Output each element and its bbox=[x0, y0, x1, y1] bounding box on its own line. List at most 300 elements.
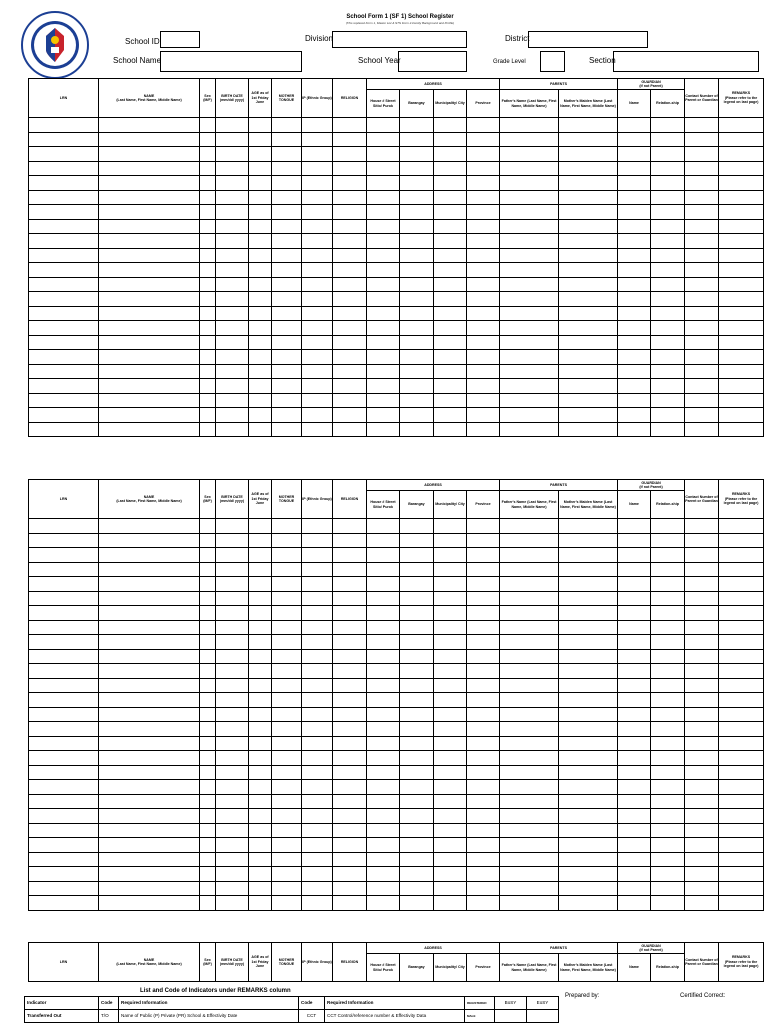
table-cell[interactable] bbox=[651, 422, 685, 437]
table-cell[interactable] bbox=[651, 823, 685, 838]
table-cell[interactable] bbox=[400, 838, 434, 853]
table-cell[interactable] bbox=[719, 736, 764, 751]
table-cell[interactable] bbox=[29, 635, 99, 650]
table-cell[interactable] bbox=[618, 606, 651, 621]
table-cell[interactable] bbox=[200, 722, 216, 737]
table-cell[interactable] bbox=[719, 422, 764, 437]
table-cell[interactable] bbox=[249, 577, 272, 592]
table-cell[interactable] bbox=[719, 867, 764, 882]
table-cell[interactable] bbox=[216, 118, 249, 133]
table-cell[interactable] bbox=[467, 591, 500, 606]
table-cell[interactable] bbox=[249, 635, 272, 650]
table-cell[interactable] bbox=[302, 765, 333, 780]
table-cell[interactable] bbox=[400, 707, 434, 722]
table-cell[interactable] bbox=[272, 190, 302, 205]
table-cell[interactable] bbox=[719, 809, 764, 824]
table-cell[interactable] bbox=[434, 132, 467, 147]
table-cell[interactable] bbox=[719, 147, 764, 162]
table-cell[interactable] bbox=[333, 780, 367, 795]
table-cell[interactable] bbox=[216, 248, 249, 263]
table-cell[interactable] bbox=[719, 577, 764, 592]
table-cell[interactable] bbox=[719, 620, 764, 635]
table-cell[interactable] bbox=[434, 263, 467, 278]
table-cell[interactable] bbox=[302, 118, 333, 133]
table-cell[interactable] bbox=[29, 364, 99, 379]
table-cell[interactable] bbox=[302, 132, 333, 147]
table-cell[interactable] bbox=[216, 379, 249, 394]
table-cell[interactable] bbox=[719, 533, 764, 548]
table-cell[interactable] bbox=[618, 693, 651, 708]
table-cell[interactable] bbox=[29, 867, 99, 882]
table-cell[interactable] bbox=[249, 118, 272, 133]
table-cell[interactable] bbox=[99, 649, 200, 664]
table-cell[interactable] bbox=[651, 379, 685, 394]
table-cell[interactable] bbox=[99, 751, 200, 766]
table-cell[interactable] bbox=[434, 147, 467, 162]
table-cell[interactable] bbox=[99, 794, 200, 809]
table-cell[interactable] bbox=[400, 664, 434, 679]
table-cell[interactable] bbox=[272, 292, 302, 307]
table-cell[interactable] bbox=[559, 519, 618, 534]
table-cell[interactable] bbox=[719, 635, 764, 650]
table-cell[interactable] bbox=[272, 277, 302, 292]
table-cell[interactable] bbox=[249, 393, 272, 408]
table-cell[interactable] bbox=[216, 190, 249, 205]
table-cell[interactable] bbox=[559, 132, 618, 147]
table-cell[interactable] bbox=[333, 306, 367, 321]
table-cell[interactable] bbox=[500, 147, 559, 162]
table-cell[interactable] bbox=[216, 881, 249, 896]
table-cell[interactable] bbox=[200, 664, 216, 679]
table-cell[interactable] bbox=[333, 379, 367, 394]
table-cell[interactable] bbox=[719, 838, 764, 853]
table-cell[interactable] bbox=[685, 809, 719, 824]
table-cell[interactable] bbox=[434, 780, 467, 795]
table-cell[interactable] bbox=[685, 519, 719, 534]
table-cell[interactable] bbox=[367, 823, 400, 838]
table-cell[interactable] bbox=[434, 678, 467, 693]
table-cell[interactable] bbox=[29, 620, 99, 635]
table-cell[interactable] bbox=[333, 577, 367, 592]
table-cell[interactable] bbox=[434, 896, 467, 911]
table-cell[interactable] bbox=[367, 896, 400, 911]
table-cell[interactable] bbox=[500, 263, 559, 278]
table-cell[interactable] bbox=[216, 794, 249, 809]
table-cell[interactable] bbox=[467, 393, 500, 408]
table-cell[interactable] bbox=[99, 190, 200, 205]
table-cell[interactable] bbox=[618, 161, 651, 176]
table-cell[interactable] bbox=[333, 649, 367, 664]
table-cell[interactable] bbox=[200, 292, 216, 307]
table-cell[interactable] bbox=[272, 736, 302, 751]
table-cell[interactable] bbox=[99, 519, 200, 534]
table-cell[interactable] bbox=[719, 248, 764, 263]
table-cell[interactable] bbox=[200, 306, 216, 321]
table-cell[interactable] bbox=[434, 881, 467, 896]
table-cell[interactable] bbox=[400, 132, 434, 147]
table-cell[interactable] bbox=[302, 606, 333, 621]
table-cell[interactable] bbox=[29, 234, 99, 249]
table-cell[interactable] bbox=[559, 277, 618, 292]
table-cell[interactable] bbox=[400, 765, 434, 780]
table-cell[interactable] bbox=[685, 606, 719, 621]
table-cell[interactable] bbox=[200, 635, 216, 650]
table-cell[interactable] bbox=[302, 147, 333, 162]
table-cell[interactable] bbox=[559, 234, 618, 249]
table-cell[interactable] bbox=[559, 263, 618, 278]
table-cell[interactable] bbox=[216, 263, 249, 278]
table-cell[interactable] bbox=[99, 422, 200, 437]
table-cell[interactable] bbox=[249, 263, 272, 278]
table-cell[interactable] bbox=[29, 321, 99, 336]
table-cell[interactable] bbox=[685, 219, 719, 234]
table-cell[interactable] bbox=[618, 751, 651, 766]
table-cell[interactable] bbox=[200, 591, 216, 606]
table-cell[interactable] bbox=[500, 306, 559, 321]
grade-level-field[interactable] bbox=[540, 51, 565, 72]
table-cell[interactable] bbox=[200, 751, 216, 766]
table-cell[interactable] bbox=[216, 408, 249, 423]
table-cell[interactable] bbox=[302, 548, 333, 563]
table-cell[interactable] bbox=[272, 205, 302, 220]
table-cell[interactable] bbox=[333, 751, 367, 766]
table-cell[interactable] bbox=[559, 794, 618, 809]
table-cell[interactable] bbox=[559, 205, 618, 220]
table-cell[interactable] bbox=[367, 393, 400, 408]
table-cell[interactable] bbox=[272, 867, 302, 882]
table-cell[interactable] bbox=[99, 809, 200, 824]
table-cell[interactable] bbox=[302, 533, 333, 548]
table-cell[interactable] bbox=[500, 823, 559, 838]
table-cell[interactable] bbox=[467, 533, 500, 548]
table-cell[interactable] bbox=[333, 809, 367, 824]
table-cell[interactable] bbox=[467, 364, 500, 379]
table-cell[interactable] bbox=[333, 350, 367, 365]
table-cell[interactable] bbox=[249, 722, 272, 737]
table-cell[interactable] bbox=[99, 147, 200, 162]
table-cell[interactable] bbox=[467, 649, 500, 664]
table-cell[interactable] bbox=[367, 408, 400, 423]
table-cell[interactable] bbox=[272, 620, 302, 635]
table-cell[interactable] bbox=[302, 664, 333, 679]
table-cell[interactable] bbox=[29, 852, 99, 867]
table-cell[interactable] bbox=[467, 722, 500, 737]
table-cell[interactable] bbox=[272, 147, 302, 162]
table-cell[interactable] bbox=[367, 277, 400, 292]
table-cell[interactable] bbox=[216, 306, 249, 321]
table-cell[interactable] bbox=[29, 823, 99, 838]
table-cell[interactable] bbox=[685, 635, 719, 650]
table-cell[interactable] bbox=[685, 722, 719, 737]
table-cell[interactable] bbox=[200, 867, 216, 882]
table-cell[interactable] bbox=[249, 147, 272, 162]
table-cell[interactable] bbox=[302, 350, 333, 365]
section-field[interactable] bbox=[613, 51, 759, 72]
table-cell[interactable] bbox=[618, 277, 651, 292]
table-cell[interactable] bbox=[302, 306, 333, 321]
table-cell[interactable] bbox=[272, 823, 302, 838]
table-cell[interactable] bbox=[651, 881, 685, 896]
table-cell[interactable] bbox=[434, 722, 467, 737]
district-field[interactable] bbox=[528, 31, 648, 48]
table-cell[interactable] bbox=[367, 577, 400, 592]
table-cell[interactable] bbox=[29, 678, 99, 693]
table-cell[interactable] bbox=[559, 649, 618, 664]
table-cell[interactable] bbox=[400, 722, 434, 737]
table-cell[interactable] bbox=[216, 277, 249, 292]
table-cell[interactable] bbox=[302, 176, 333, 191]
table-cell[interactable] bbox=[618, 118, 651, 133]
table-cell[interactable] bbox=[434, 408, 467, 423]
table-cell[interactable] bbox=[719, 780, 764, 795]
table-cell[interactable] bbox=[200, 147, 216, 162]
table-cell[interactable] bbox=[333, 147, 367, 162]
table-cell[interactable] bbox=[99, 765, 200, 780]
table-cell[interactable] bbox=[618, 335, 651, 350]
table-cell[interactable] bbox=[467, 736, 500, 751]
table-cell[interactable] bbox=[719, 519, 764, 534]
legend-male-bosy-cell[interactable] bbox=[495, 1010, 527, 1023]
table-cell[interactable] bbox=[216, 780, 249, 795]
table-cell[interactable] bbox=[333, 422, 367, 437]
table-cell[interactable] bbox=[467, 809, 500, 824]
table-cell[interactable] bbox=[618, 635, 651, 650]
table-cell[interactable] bbox=[434, 161, 467, 176]
table-cell[interactable] bbox=[500, 422, 559, 437]
table-cell[interactable] bbox=[367, 292, 400, 307]
table-cell[interactable] bbox=[367, 722, 400, 737]
table-cell[interactable] bbox=[249, 190, 272, 205]
table-cell[interactable] bbox=[719, 234, 764, 249]
table-cell[interactable] bbox=[500, 693, 559, 708]
table-cell[interactable] bbox=[333, 161, 367, 176]
table-cell[interactable] bbox=[434, 707, 467, 722]
table-cell[interactable] bbox=[29, 147, 99, 162]
table-cell[interactable] bbox=[559, 751, 618, 766]
table-cell[interactable] bbox=[719, 606, 764, 621]
table-cell[interactable] bbox=[99, 205, 200, 220]
table-cell[interactable] bbox=[367, 306, 400, 321]
table-cell[interactable] bbox=[400, 736, 434, 751]
table-cell[interactable] bbox=[200, 176, 216, 191]
table-cell[interactable] bbox=[618, 823, 651, 838]
table-cell[interactable] bbox=[651, 176, 685, 191]
table-cell[interactable] bbox=[272, 519, 302, 534]
table-cell[interactable] bbox=[651, 277, 685, 292]
table-cell[interactable] bbox=[400, 577, 434, 592]
table-cell[interactable] bbox=[367, 664, 400, 679]
table-cell[interactable] bbox=[200, 118, 216, 133]
table-cell[interactable] bbox=[367, 234, 400, 249]
table-cell[interactable] bbox=[367, 852, 400, 867]
table-cell[interactable] bbox=[29, 533, 99, 548]
table-cell[interactable] bbox=[719, 176, 764, 191]
table-cell[interactable] bbox=[500, 591, 559, 606]
table-cell[interactable] bbox=[559, 219, 618, 234]
table-cell[interactable] bbox=[302, 852, 333, 867]
table-cell[interactable] bbox=[200, 350, 216, 365]
table-cell[interactable] bbox=[333, 263, 367, 278]
table-cell[interactable] bbox=[685, 263, 719, 278]
table-cell[interactable] bbox=[200, 562, 216, 577]
table-cell[interactable] bbox=[400, 422, 434, 437]
table-cell[interactable] bbox=[467, 577, 500, 592]
table-cell[interactable] bbox=[249, 780, 272, 795]
table-cell[interactable] bbox=[719, 794, 764, 809]
table-cell[interactable] bbox=[719, 751, 764, 766]
table-cell[interactable] bbox=[29, 176, 99, 191]
table-cell[interactable] bbox=[200, 780, 216, 795]
table-cell[interactable] bbox=[29, 664, 99, 679]
table-cell[interactable] bbox=[302, 838, 333, 853]
table-cell[interactable] bbox=[651, 591, 685, 606]
table-cell[interactable] bbox=[333, 722, 367, 737]
table-cell[interactable] bbox=[367, 548, 400, 563]
table-cell[interactable] bbox=[618, 263, 651, 278]
table-cell[interactable] bbox=[500, 132, 559, 147]
table-cell[interactable] bbox=[333, 219, 367, 234]
table-cell[interactable] bbox=[272, 548, 302, 563]
table-cell[interactable] bbox=[434, 606, 467, 621]
table-cell[interactable] bbox=[651, 736, 685, 751]
table-cell[interactable] bbox=[400, 292, 434, 307]
table-cell[interactable] bbox=[216, 219, 249, 234]
table-cell[interactable] bbox=[216, 722, 249, 737]
table-cell[interactable] bbox=[216, 205, 249, 220]
table-cell[interactable] bbox=[249, 205, 272, 220]
table-cell[interactable] bbox=[651, 852, 685, 867]
table-cell[interactable] bbox=[200, 852, 216, 867]
table-cell[interactable] bbox=[434, 736, 467, 751]
table-cell[interactable] bbox=[272, 678, 302, 693]
table-cell[interactable] bbox=[216, 292, 249, 307]
table-cell[interactable] bbox=[500, 190, 559, 205]
table-cell[interactable] bbox=[500, 606, 559, 621]
table-cell[interactable] bbox=[685, 533, 719, 548]
table-cell[interactable] bbox=[500, 161, 559, 176]
table-cell[interactable] bbox=[333, 364, 367, 379]
table-cell[interactable] bbox=[367, 533, 400, 548]
table-cell[interactable] bbox=[272, 118, 302, 133]
table-cell[interactable] bbox=[685, 852, 719, 867]
table-cell[interactable] bbox=[719, 335, 764, 350]
table-cell[interactable] bbox=[200, 707, 216, 722]
table-cell[interactable] bbox=[434, 234, 467, 249]
table-cell[interactable] bbox=[685, 780, 719, 795]
table-cell[interactable] bbox=[200, 190, 216, 205]
table-cell[interactable] bbox=[559, 809, 618, 824]
table-cell[interactable] bbox=[367, 147, 400, 162]
table-cell[interactable] bbox=[200, 809, 216, 824]
table-cell[interactable] bbox=[272, 364, 302, 379]
table-cell[interactable] bbox=[719, 364, 764, 379]
table-cell[interactable] bbox=[467, 678, 500, 693]
table-cell[interactable] bbox=[333, 606, 367, 621]
table-cell[interactable] bbox=[99, 736, 200, 751]
table-cell[interactable] bbox=[618, 176, 651, 191]
table-cell[interactable] bbox=[651, 118, 685, 133]
table-cell[interactable] bbox=[29, 548, 99, 563]
table-cell[interactable] bbox=[618, 306, 651, 321]
table-cell[interactable] bbox=[651, 147, 685, 162]
table-cell[interactable] bbox=[434, 765, 467, 780]
table-cell[interactable] bbox=[500, 234, 559, 249]
table-cell[interactable] bbox=[249, 838, 272, 853]
table-cell[interactable] bbox=[618, 548, 651, 563]
table-cell[interactable] bbox=[29, 577, 99, 592]
table-cell[interactable] bbox=[434, 867, 467, 882]
table-cell[interactable] bbox=[685, 190, 719, 205]
table-cell[interactable] bbox=[719, 852, 764, 867]
table-cell[interactable] bbox=[272, 838, 302, 853]
table-cell[interactable] bbox=[333, 519, 367, 534]
table-cell[interactable] bbox=[29, 591, 99, 606]
table-cell[interactable] bbox=[434, 205, 467, 220]
table-cell[interactable] bbox=[29, 132, 99, 147]
table-cell[interactable] bbox=[434, 591, 467, 606]
table-cell[interactable] bbox=[367, 321, 400, 336]
table-cell[interactable] bbox=[559, 533, 618, 548]
table-cell[interactable] bbox=[618, 809, 651, 824]
table-cell[interactable] bbox=[434, 519, 467, 534]
table-cell[interactable] bbox=[467, 234, 500, 249]
table-cell[interactable] bbox=[651, 867, 685, 882]
table-cell[interactable] bbox=[500, 176, 559, 191]
table-cell[interactable] bbox=[467, 896, 500, 911]
table-cell[interactable] bbox=[500, 562, 559, 577]
table-cell[interactable] bbox=[302, 649, 333, 664]
table-cell[interactable] bbox=[618, 292, 651, 307]
table-cell[interactable] bbox=[200, 838, 216, 853]
table-cell[interactable] bbox=[333, 823, 367, 838]
table-cell[interactable] bbox=[559, 306, 618, 321]
table-cell[interactable] bbox=[500, 205, 559, 220]
table-cell[interactable] bbox=[400, 161, 434, 176]
table-cell[interactable] bbox=[249, 248, 272, 263]
table-cell[interactable] bbox=[367, 519, 400, 534]
table-cell[interactable] bbox=[400, 176, 434, 191]
table-cell[interactable] bbox=[216, 548, 249, 563]
table-cell[interactable] bbox=[467, 205, 500, 220]
table-cell[interactable] bbox=[302, 780, 333, 795]
table-cell[interactable] bbox=[333, 248, 367, 263]
table-cell[interactable] bbox=[685, 591, 719, 606]
table-cell[interactable] bbox=[400, 393, 434, 408]
table-cell[interactable] bbox=[302, 635, 333, 650]
table-cell[interactable] bbox=[467, 132, 500, 147]
table-cell[interactable] bbox=[216, 635, 249, 650]
table-cell[interactable] bbox=[467, 350, 500, 365]
table-cell[interactable] bbox=[434, 422, 467, 437]
table-cell[interactable] bbox=[500, 321, 559, 336]
table-cell[interactable] bbox=[719, 664, 764, 679]
table-cell[interactable] bbox=[200, 422, 216, 437]
table-cell[interactable] bbox=[302, 620, 333, 635]
table-cell[interactable] bbox=[400, 408, 434, 423]
table-cell[interactable] bbox=[99, 306, 200, 321]
table-cell[interactable] bbox=[367, 751, 400, 766]
table-cell[interactable] bbox=[272, 852, 302, 867]
table-cell[interactable] bbox=[200, 606, 216, 621]
table-cell[interactable] bbox=[400, 635, 434, 650]
table-cell[interactable] bbox=[333, 562, 367, 577]
table-cell[interactable] bbox=[99, 292, 200, 307]
table-cell[interactable] bbox=[333, 591, 367, 606]
table-cell[interactable] bbox=[367, 219, 400, 234]
table-cell[interactable] bbox=[618, 234, 651, 249]
table-cell[interactable] bbox=[467, 519, 500, 534]
table-cell[interactable] bbox=[559, 620, 618, 635]
